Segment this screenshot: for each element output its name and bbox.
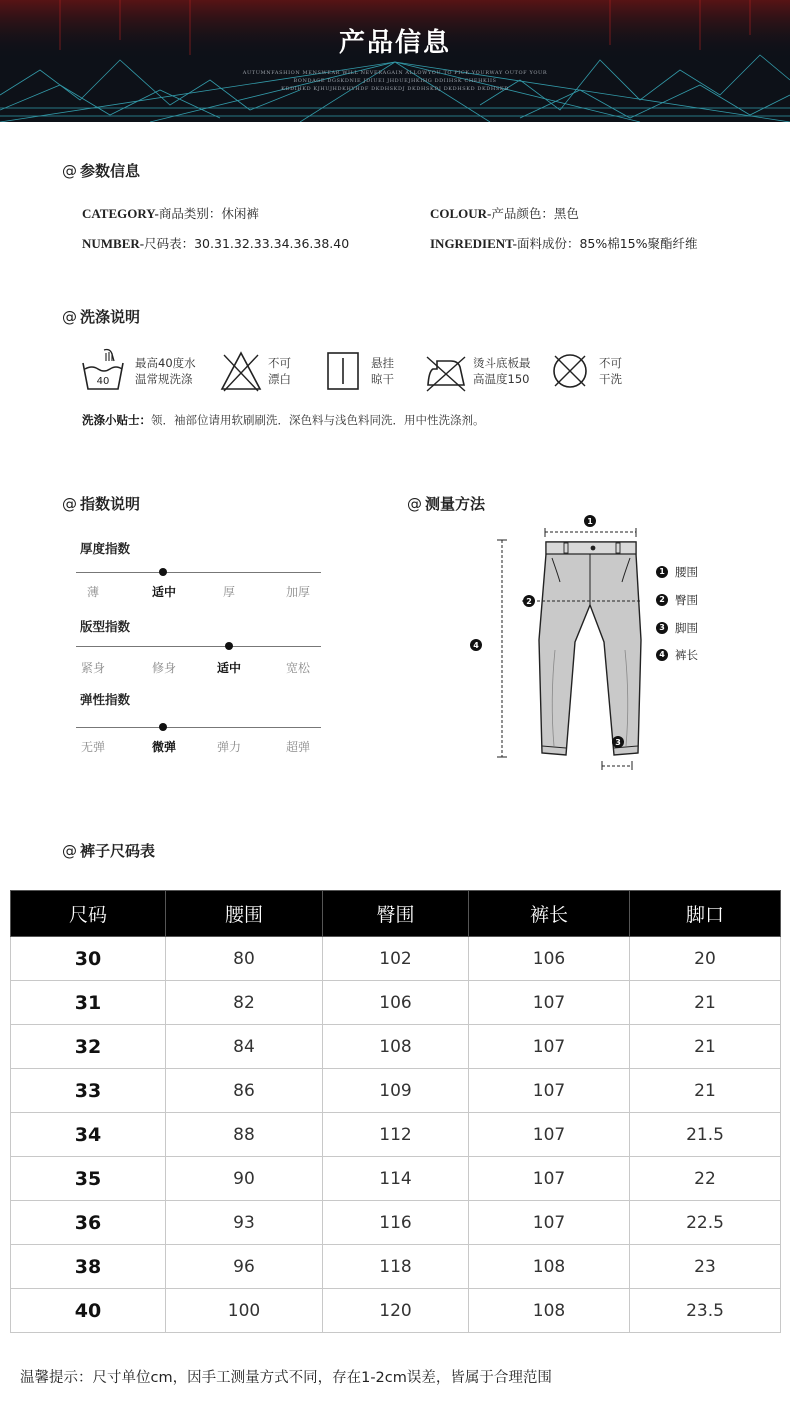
banner-subtext-line: KDDIHKD KJHUJHDKHYHDF DKDHSKDJ DKDHSKDJ DKDHSKD DKDHSKD [281,86,509,92]
table-cell: 93 [166,1201,323,1245]
table-cell: 21 [630,981,781,1025]
table-cell: 107 [469,1157,630,1201]
header-banner [0,0,790,122]
index-option: 弹力 [216,740,241,754]
banner-background-art [0,0,790,122]
index-fit-label: 版型指数 [80,619,131,634]
param-colour: COLOUR-产品颜色：黑色 [430,206,579,221]
table-cell: 108 [469,1289,630,1333]
table-cell: 80 [166,937,323,981]
index-thickness-marker [159,568,167,576]
table-row [11,1157,781,1201]
svg-text:4: 4 [473,641,479,650]
table-cell: 21.5 [630,1113,781,1157]
table-header-cell: 臀围 [323,891,469,937]
index-elasticity-scale [76,727,321,728]
svg-text:40: 40 [96,376,110,387]
wash-tip: 洗涤小贴士：领．袖部位请用软刷刷洗．深色料与浅色料同洗．用中性洗涤剂。 [82,413,485,427]
legend-length: 4 裤长 [656,647,698,663]
at-symbol: @ [62,495,77,513]
table-cell: 107 [469,1025,630,1069]
table-cell: 82 [166,981,323,1025]
param-category: CATEGORY-商品类别：休闲裤 [82,206,259,221]
table-cell: 36 [11,1201,166,1245]
index-option-selected: 微弹 [151,740,176,754]
table-cell: 107 [469,1113,630,1157]
measure-section-title: @ 测量方法 [407,495,486,513]
wash-section-title: @ 洗涤说明 [62,308,141,326]
svg-text:1: 1 [587,517,593,526]
legend-waist: 1 腰围 [656,564,698,580]
index-section-title: @ 指数说明 [62,495,141,513]
no-dry-clean-icon [551,347,589,393]
index-fit-marker [225,642,233,650]
table-cell: 112 [323,1113,469,1157]
table-cell: 109 [323,1069,469,1113]
at-symbol: @ [407,495,422,513]
legend-hip: 2 臀围 [656,592,698,608]
at-symbol: @ [62,308,77,326]
banner-subtext-line: BONDAGE DGSKDNIE JDIUEI JHDUEJHKIHG DDIIHSK CHEHKIIS [293,78,497,84]
svg-text:2: 2 [526,597,532,606]
index-elasticity-label: 弹性指数 [80,692,131,707]
table-cell: 108 [469,1245,630,1289]
table-cell: 38 [11,1245,166,1289]
table-cell: 106 [469,937,630,981]
no-bleach-icon [220,347,262,393]
table-cell: 86 [166,1069,323,1113]
table-header-cell: 脚口 [630,891,781,937]
pants-measure-diagram [460,510,650,775]
table-row [11,1025,781,1069]
table-cell: 96 [166,1245,323,1289]
table-cell: 118 [323,1245,469,1289]
table-cell: 107 [469,981,630,1025]
index-option: 宽松 [285,661,310,675]
table-cell: 23 [630,1245,781,1289]
table-cell: 33 [11,1069,166,1113]
table-row [11,1069,781,1113]
table-header-row [11,891,781,937]
svg-text:3: 3 [615,738,621,747]
table-row [11,981,781,1025]
param-number: NUMBER-尺码表：30.31.32.33.34.36.38.40 [82,236,350,251]
index-option-selected: 适中 [151,585,176,599]
at-symbol: @ [62,162,77,180]
index-option: 薄 [86,585,99,599]
table-header-cell: 腰围 [166,891,323,937]
index-option: 修身 [151,661,176,675]
table-cell: 120 [323,1289,469,1333]
table-cell: 108 [323,1025,469,1069]
table-cell: 107 [469,1069,630,1113]
table-row [11,937,781,981]
at-symbol: @ [62,842,77,860]
no-iron-icon [425,347,467,393]
index-thickness-scale [76,572,321,573]
legend-ankle: 3 脚围 [656,620,698,636]
table-cell: 100 [166,1289,323,1333]
table-row [11,1113,781,1157]
table-row [11,1289,781,1333]
size-table-section-title: @ 裤子尺码表 [62,842,156,860]
table-cell: 23.5 [630,1289,781,1333]
index-option: 无弹 [80,740,105,754]
table-cell: 30 [11,937,166,981]
table-cell: 40 [11,1289,166,1333]
table-row [11,1245,781,1289]
index-option: 紧身 [80,661,105,675]
footer-note: 温馨提示：尺寸单位cm，因手工测量方式不同，存在1-2cm误差，皆属于合理范围 [20,1370,552,1386]
table-cell: 21 [630,1069,781,1113]
table-cell: 35 [11,1157,166,1201]
table-row [11,1201,781,1245]
index-option: 厚 [222,585,235,599]
table-cell: 107 [469,1201,630,1245]
table-cell: 21 [630,1025,781,1069]
table-header-cell: 尺码 [11,891,166,937]
table-cell: 22.5 [630,1201,781,1245]
table-cell: 31 [11,981,166,1025]
table-cell: 84 [166,1025,323,1069]
table-cell: 34 [11,1113,166,1157]
param-ingredient: INGREDIENT-面料成份：85%棉15%聚酯纤维 [430,236,698,251]
table-cell: 116 [323,1201,469,1245]
params-section-title: @ 参数信息 [62,162,141,180]
index-fit-scale [76,646,321,647]
table-cell: 90 [166,1157,323,1201]
table-cell: 106 [323,981,469,1025]
table-cell: 102 [323,937,469,981]
table-header-cell: 裤长 [469,891,630,937]
table-cell: 20 [630,937,781,981]
banner-subtext-line: AUTUMNFASHION MENSWEAR WILL NEVERAGAIN ALLOWYOU TO PICK YOURWAY OUTOF YOUR [242,70,548,76]
size-table [10,890,781,1333]
index-thickness-label: 厚度指数 [80,541,131,556]
wash-40-icon [80,347,126,393]
index-option-selected: 适中 [216,661,241,675]
banner-title: 产品信息 [338,28,451,58]
table-cell: 114 [323,1157,469,1201]
table-cell: 22 [630,1157,781,1201]
hang-dry-icon [326,347,360,393]
table-cell: 32 [11,1025,166,1069]
index-elasticity-marker [159,723,167,731]
table-cell: 88 [166,1113,323,1157]
index-option: 超弹 [285,740,310,754]
index-option: 加厚 [285,585,310,599]
